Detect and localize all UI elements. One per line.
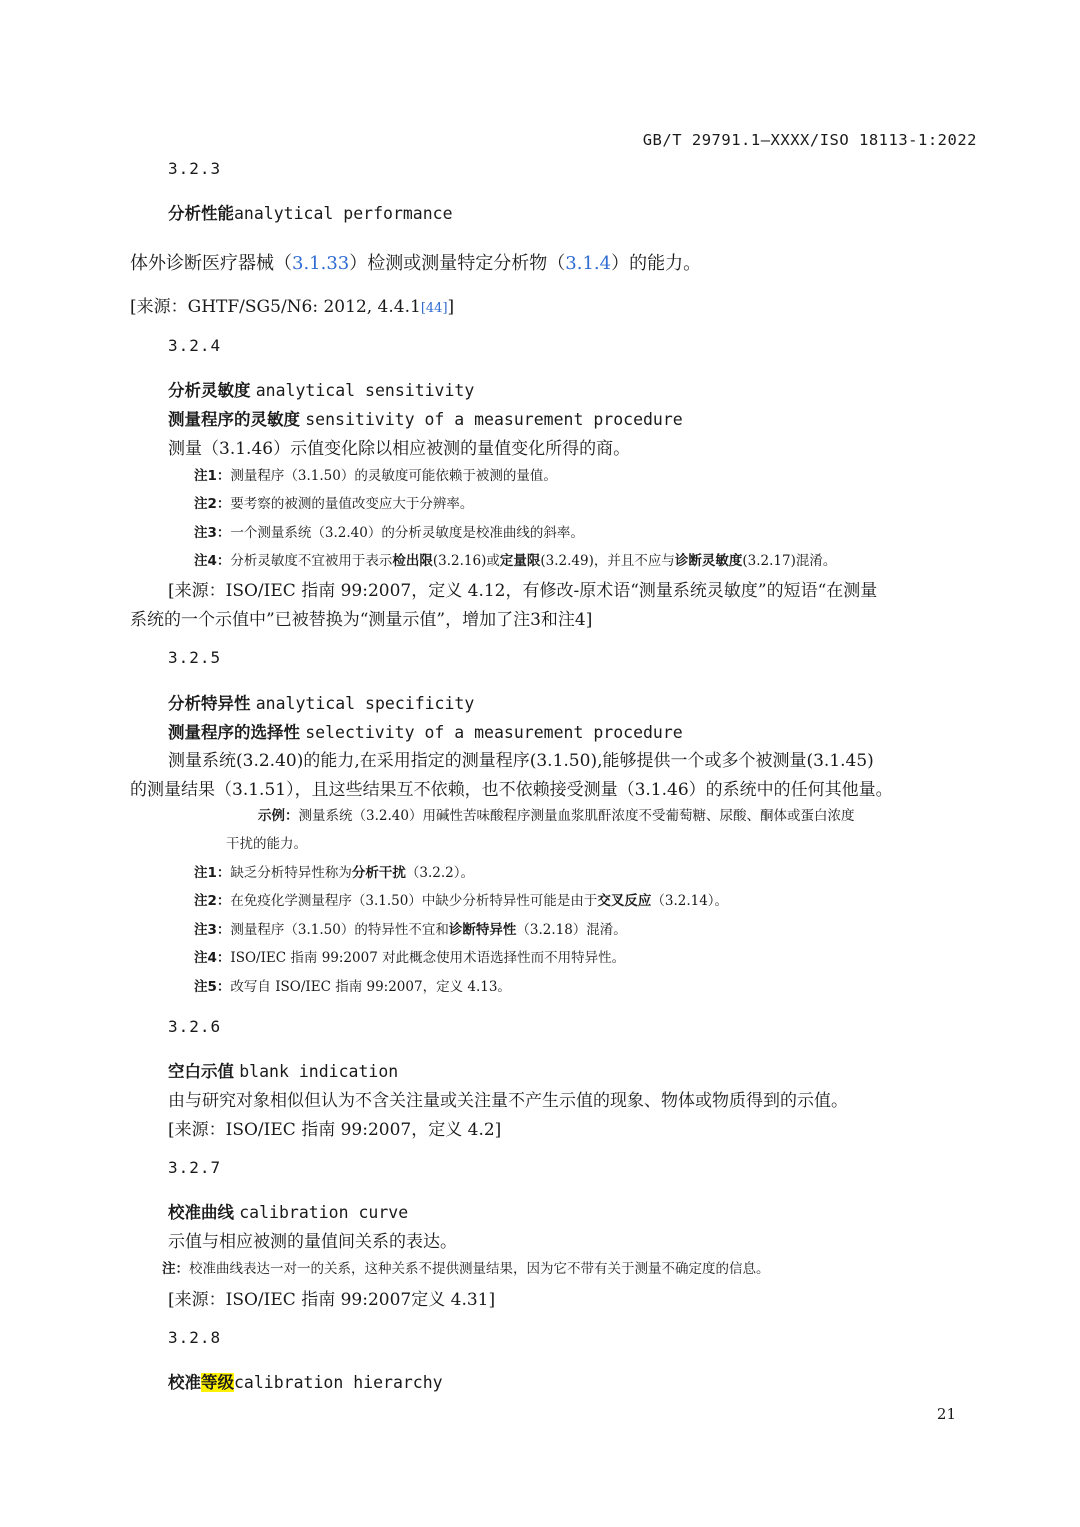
source-3-2-3	[130, 292, 454, 317]
source-3-2-4-line2: 系统的一个示值中”已被替换为“测量示值”，增加了注3和注4]	[130, 610, 593, 630]
bibliography-reference-link[interactable]: [44]	[420, 301, 448, 316]
definition-3-2-5-line1: 测量系统(3.2.40)的能力,在采用指定的测量程序(3.1.50),能够提供一个或多个被测量(3.1.45)	[168, 751, 874, 771]
note-4	[194, 946, 625, 966]
term-en: calibration hierarchy	[234, 1373, 443, 1392]
note-calibration-curve	[162, 1257, 770, 1277]
term-calibration-curve	[168, 1199, 408, 1223]
term-reference: 检出限	[392, 553, 433, 569]
note-label: 注4：	[194, 553, 231, 569]
term-en: calibration curve	[239, 1203, 409, 1222]
section-number-3-2-7: 3.2.7	[168, 1158, 222, 1177]
note-label: 注1：	[194, 468, 231, 484]
definition-3-2-5-line2: 的测量结果（3.1.51），且这些结果互不依赖，也不依赖接受测量（3.1.46）的系统中的任何其他量。	[130, 780, 893, 800]
term-blank-indication	[168, 1058, 398, 1082]
definition-text: ）检测或测量特定分析物（	[349, 253, 566, 274]
note-text: （3.2.18）混淆。	[516, 922, 627, 938]
term-reference: 诊断特异性	[448, 922, 517, 938]
cross-reference-link[interactable]: 3.1.33	[292, 253, 350, 274]
source-text: [来源：GHTF/SG5/N6: 2012, 4.4.1	[130, 297, 421, 317]
term-selectivity-of-procedure	[168, 719, 683, 743]
note-text: （3.2.14）。	[651, 893, 729, 909]
term-reference: 交叉反应	[597, 893, 652, 909]
term-en: sensitivity of a measurement procedure	[305, 410, 683, 429]
note-text: 测量程序（3.1.50）的灵敏度可能依赖于被测的量值。	[230, 468, 557, 484]
example-label: 示例：	[258, 808, 299, 824]
term-analytical-performance	[168, 200, 453, 224]
note-text: (3.2.16)或	[432, 553, 500, 569]
note-label: 注3：	[194, 922, 231, 938]
note-text: ISO/IEC 指南 99:2007 对此概念使用术语选择性而不用特异性。	[230, 950, 626, 966]
note-label: 注1：	[194, 865, 231, 881]
note-1	[194, 861, 474, 881]
term-reference: 分析干扰	[351, 865, 406, 881]
term-zh: 分析特异性	[168, 694, 251, 713]
note-4	[194, 549, 836, 569]
note-2	[194, 492, 473, 512]
definition-3-2-4: 测量（3.1.46）示值变化除以相应被测的量值变化所得的商。	[168, 439, 631, 459]
note-text: 分析灵敏度不宜被用于表示	[230, 553, 393, 569]
definition-3-2-3	[130, 249, 701, 275]
term-zh: 分析灵敏度	[168, 381, 251, 400]
source-3-2-4-line1: [来源：ISO/IEC 指南 99:2007，定义 4.12，有修改-原术语“测量系统灵敏度”的短语“在测量	[168, 581, 878, 601]
section-number-3-2-4: 3.2.4	[168, 336, 222, 355]
term-analytical-specificity	[168, 690, 474, 714]
section-number-3-2-6: 3.2.6	[168, 1017, 222, 1036]
note-text: 缺乏分析特异性称为	[230, 865, 352, 881]
note-label: 注5：	[194, 979, 231, 995]
term-calibration-hierarchy	[168, 1369, 443, 1393]
note-label: 注：	[162, 1261, 189, 1277]
note-1	[194, 464, 557, 484]
note-3	[194, 918, 627, 938]
source-3-2-7: [来源：ISO/IEC 指南 99:2007定义 4.31]	[168, 1290, 496, 1310]
note-text: 在免疫化学测量程序（3.1.50）中缺少分析特异性可能是由于	[230, 893, 598, 909]
term-zh: 分析性能	[168, 204, 234, 223]
note-text: （3.2.2）。	[405, 865, 475, 881]
section-number-3-2-8: 3.2.8	[168, 1328, 222, 1347]
term-sensitivity-of-procedure	[168, 406, 683, 430]
note-label: 注2：	[194, 496, 231, 512]
source-3-2-6: [来源：ISO/IEC 指南 99:2007，定义 4.2]	[168, 1120, 502, 1140]
definition-3-2-6: 由与研究对象相似但认为不含关注量或关注量不产生示值的现象、物体或物质得到的示值。	[168, 1091, 848, 1111]
term-en: analytical sensitivity	[255, 381, 475, 400]
note-label: 注4：	[194, 950, 231, 966]
example-line1	[258, 804, 854, 824]
note-text: (3.2.49)，并且不应与	[540, 553, 675, 569]
term-zh: 空白示值	[168, 1062, 234, 1081]
term-zh: 校准	[168, 1373, 201, 1392]
note-label: 注3：	[194, 525, 231, 541]
term-en: selectivity of a measurement procedure	[305, 723, 683, 742]
definition-text: 体外诊断医疗器械（	[130, 253, 292, 274]
standard-code-header: GB/T 29791.1—XXXX/ISO 18113-1:2022	[642, 131, 977, 149]
term-reference: 定量限	[499, 553, 541, 569]
note-label: 注2：	[194, 893, 231, 909]
note-text: 改写自 ISO/IEC 指南 99:2007，定义 4.13。	[230, 979, 511, 995]
definition-3-2-7: 示值与相应被测的量值间关系的表达。	[168, 1232, 457, 1252]
highlighted-term: 等级	[201, 1373, 234, 1392]
example-line2: 干扰的能力。	[226, 836, 307, 852]
note-text: 测量程序（3.1.50）的特异性不宜和	[230, 922, 449, 938]
cross-reference-link[interactable]: 3.1.4	[565, 253, 612, 274]
example-text: 测量系统（3.2.40）用碱性苦味酸程序测量血浆肌酐浓度不受葡萄糖、尿酸、酮体或蛋白浓度	[298, 808, 855, 824]
section-number-3-2-5: 3.2.5	[168, 648, 222, 667]
note-text: 校准曲线表达一对一的关系，这种关系不提供测量结果，因为它不带有关于测量不确定度的信息。	[189, 1261, 770, 1277]
note-text: 一个测量系统（3.2.40）的分析灵敏度是校准曲线的斜率。	[230, 525, 584, 541]
term-zh: 测量程序的灵敏度	[168, 410, 300, 429]
term-reference: 诊断灵敏度	[674, 553, 743, 569]
page-number: 21	[936, 1405, 956, 1423]
term-en: blank indication	[239, 1062, 399, 1081]
note-text: 要考察的被测的量值改变应大于分辨率。	[230, 496, 474, 512]
definition-text: ）的能力。	[611, 253, 702, 274]
term-analytical-sensitivity	[168, 377, 474, 401]
section-number-3-2-3: 3.2.3	[168, 159, 222, 178]
term-en: analytical performance	[234, 204, 453, 223]
note-3	[194, 521, 584, 541]
source-text: ]	[447, 297, 455, 317]
term-zh: 校准曲线	[168, 1203, 234, 1222]
note-5	[194, 975, 511, 995]
note-text: (3.2.17)混淆。	[742, 553, 837, 569]
note-2	[194, 889, 728, 909]
term-en: analytical specificity	[255, 694, 475, 713]
term-zh: 测量程序的选择性	[168, 723, 300, 742]
